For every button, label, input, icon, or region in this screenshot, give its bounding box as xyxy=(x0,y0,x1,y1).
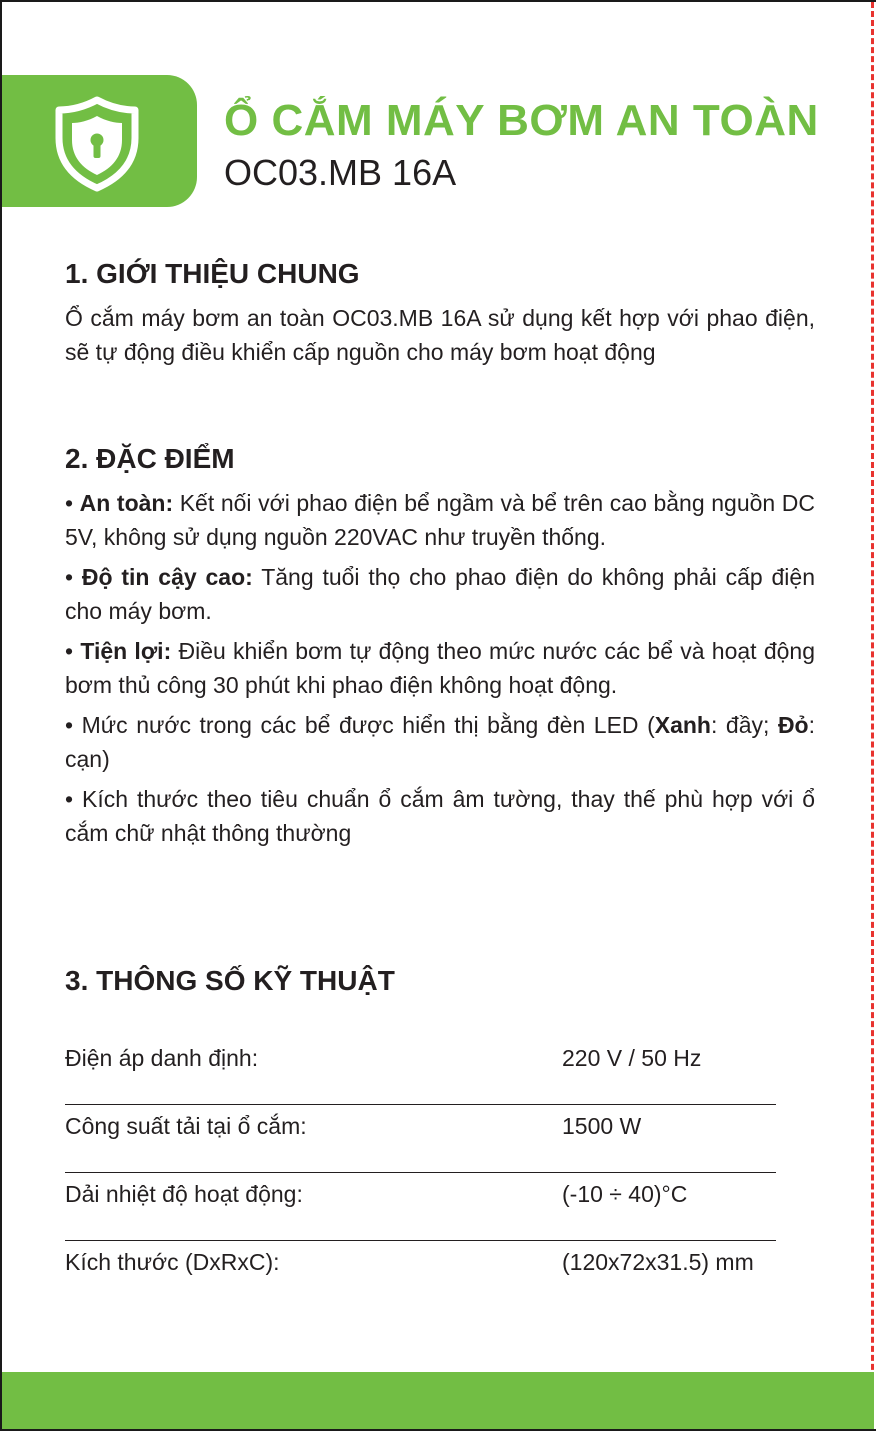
spec-row xyxy=(65,1037,776,1105)
led-red-label: Đỏ xyxy=(777,712,809,738)
spec-row xyxy=(65,1241,776,1308)
cut-line xyxy=(871,2,874,1431)
shield-lock-icon xyxy=(54,96,140,192)
intro-heading: 1. GIỚI THIỆU CHUNG xyxy=(65,258,360,289)
features-section xyxy=(65,443,815,850)
features-heading: 2. ĐẶC ĐIỂM xyxy=(65,443,235,474)
intro-text: Ổ cắm máy bơm an toàn OC03.MB 16A sử dụng kết hợp với phao điện, sẽ tự động điều khiển cấp nguồn cho máy bơm hoạt động xyxy=(65,305,815,365)
feature-item: • Mức nước trong các bể được hiển thị bằng đèn LED (Xanh: đầy; Đỏ: cạn) xyxy=(65,712,815,772)
feature-item: • An toàn: Kết nối với phao điện bể ngầm và bể trên cao bằng nguồn DC 5V, không sử dụng nguồn 220VAC như truyền thống. xyxy=(65,490,815,550)
spec-value: 220 V / 50 Hz xyxy=(562,1045,702,1071)
intro-section xyxy=(65,258,815,369)
feature-item: • Độ tin cậy cao: Tăng tuổi thọ cho phao điện do không phải cấp điện cho máy bơm. xyxy=(65,564,815,624)
spec-value: (-10 ÷ 40)°C xyxy=(562,1181,688,1207)
spec-value: (120x72x31.5) mm xyxy=(562,1249,754,1275)
product-title: Ổ CẮM MÁY BƠM AN TOÀN xyxy=(224,96,819,145)
specs-heading: 3. THÔNG SỐ KỸ THUẬT xyxy=(65,965,395,996)
spec-row xyxy=(65,1173,776,1241)
feature-title: Tiện lợi: xyxy=(80,638,172,664)
specs-section xyxy=(65,965,815,997)
led-green-label: Xanh xyxy=(654,712,711,738)
spec-label: Kích thước (DxRxC): xyxy=(65,1249,280,1275)
spec-row xyxy=(65,1105,776,1173)
spec-table xyxy=(65,1037,776,1308)
feature-item: • Kích thước theo tiêu chuẩn ổ cắm âm tường, thay thế phù hợp với ổ cắm chữ nhật thông thường xyxy=(65,786,815,846)
spec-label: Công suất tải tại ổ cắm: xyxy=(65,1113,307,1139)
spec-label: Dải nhiệt độ hoạt động: xyxy=(65,1181,303,1207)
feature-title: An toàn: xyxy=(79,490,174,516)
feature-item: • Tiện lợi: Điều khiển bơm tự động theo mức nước các bể và hoạt động bơm thủ công 30 phút khi phao điện không hoạt động. xyxy=(65,638,815,698)
spec-label: Điện áp danh định: xyxy=(65,1045,259,1071)
feature-title: Độ tin cậy cao: xyxy=(81,564,253,590)
spec-value: 1500 W xyxy=(562,1113,642,1139)
header-tab xyxy=(0,75,197,207)
product-model: OC03.MB 16A xyxy=(224,152,457,193)
footer-band xyxy=(2,1372,874,1429)
